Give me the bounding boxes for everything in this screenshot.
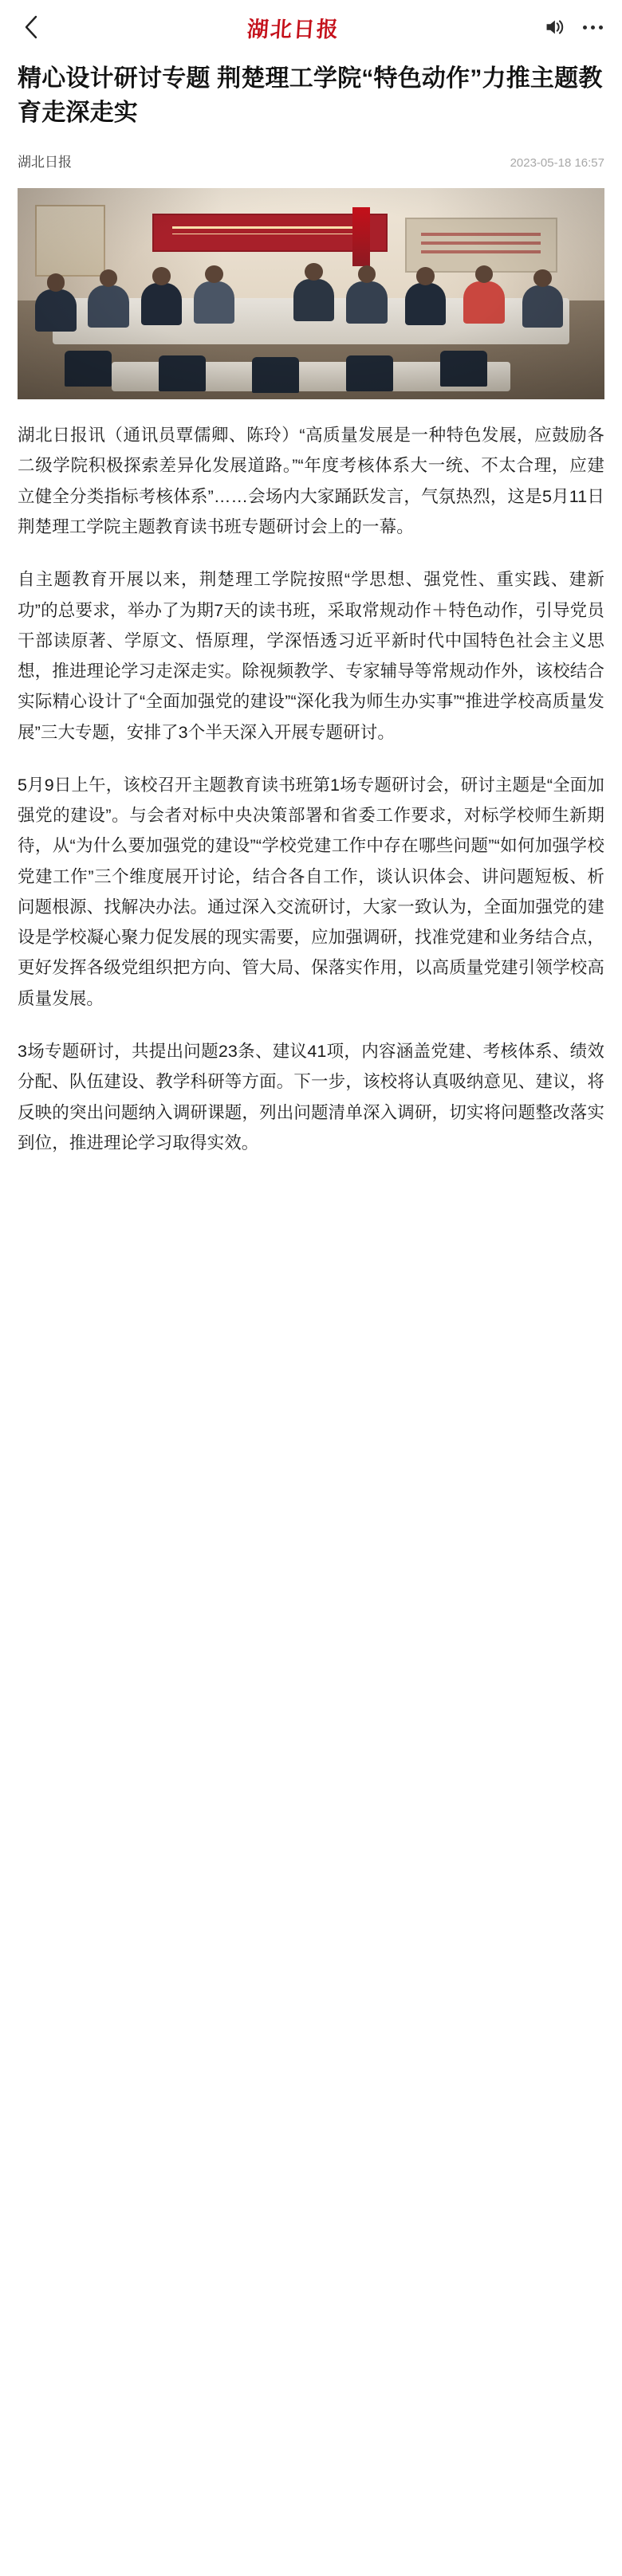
brand-logo: [45, 12, 541, 43]
chevron-left-icon: [23, 15, 39, 39]
top-navigation-bar: [0, 0, 622, 54]
dot-2: [591, 26, 595, 29]
speaker-icon[interactable]: [541, 15, 565, 39]
photo-vignette: [18, 188, 604, 399]
dot-1: [583, 26, 587, 29]
article-body: [18, 420, 604, 1158]
article-container: [0, 54, 622, 1190]
more-dots-icon[interactable]: [581, 21, 604, 34]
article-paragraph: 湖北日报讯（通讯员覃儒卿、陈玲）“高质量发展是一种特色发展，应鼓励各二级学院积极探索差异化发展道路。”“年度考核体系大一统、不太合理，应建立健全分类指标考核体系”……会场内大家踊跃发言，气氛热烈，这是5月11日荆楚理工学院主题教育读书班专题研讨会上的一幕。: [18, 426, 604, 536]
top-bar-actions: [541, 15, 604, 39]
article-meta: [18, 151, 604, 171]
article-paragraph: 5月9日上午，该校召开主题教育读书班第1场专题研讨会，研讨主题是“全面加强党的建设”。与会者对标中央决策部署和省委工作要求，对标学校师生新期待，从“为什么要加强党的建设”“学校党建工作中存在哪些问题”“如何加强学校党建工作”三个维度展开讨论，结合各自工作，谈认识体会、讲问题短板、析问题根源、找解决办法。通过深入交流研讨，大家一致认为，全面加强党的建设是学校凝心聚力促发展的现实需要，应加强调研，找准党建和业务结合点，更好发挥各级党组织把方向、管大局、保落实作用，以高质量党建引领学校高质量发展。: [18, 775, 604, 1008]
back-button[interactable]: [18, 14, 45, 41]
dot-3: [599, 26, 603, 29]
page-title: 精心设计研讨专题 荆楚理工学院“特色动作”力推主题教育走深走实: [18, 65, 603, 126]
article-photo: [18, 188, 604, 399]
article-source: 湖北日报: [18, 155, 72, 171]
article-paragraph: 3场专题研讨，共提出问题23条、建议41项，内容涵盖党建、考核体系、绩效分配、队伍建设、教学科研等方面。下一步，该校将认真吸纳意见、建议，将反映的突出问题纳入调研课题，列出问题清单深入调研，切实将问题整改落实到位，推进理论学习取得实效。: [18, 1041, 604, 1153]
article-paragraph: 自主题教育开展以来，荆楚理工学院按照“学思想、强党性、重实践、建新功”的总要求，举办了为期7天的读书班，采取常规动作＋特色动作，引导党员干部读原著、学原文、悟原理，学深悟透习近平新时代中国特色社会主义思想，推进理论学习走深走实。除视频教学、专家辅导等常规动作外，该校结合实际精心设计了“全面加强党的建设”“深化我为师生办实事”“推进学校高质量发展”三大专题，安排了3个半天深入开展专题研讨。: [18, 570, 604, 742]
brand-logo-text: 湖北日报: [246, 17, 341, 41]
article-timestamp: 2023-05-18 16:57: [510, 156, 604, 171]
